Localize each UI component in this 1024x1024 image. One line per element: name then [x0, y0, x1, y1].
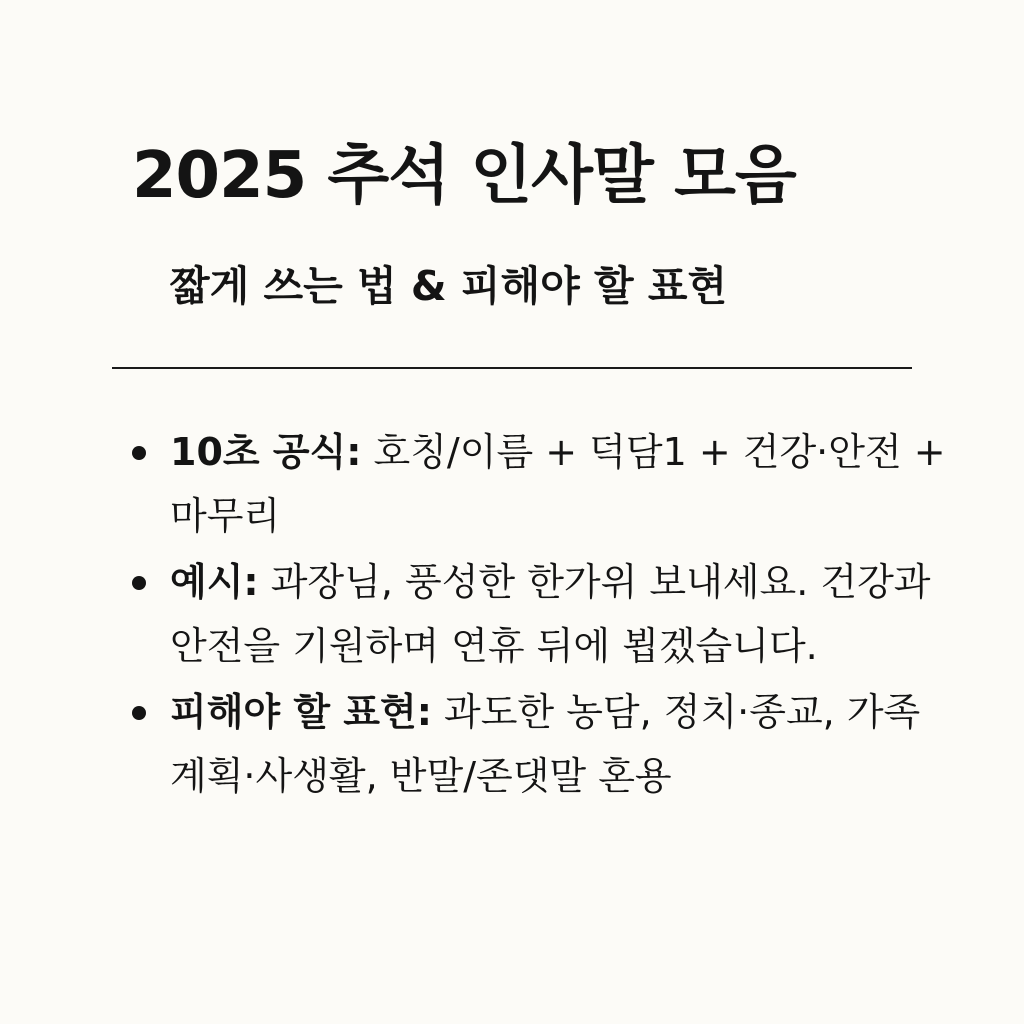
bullet-dot-icon	[132, 706, 146, 720]
bullet-list	[128, 420, 948, 810]
page-subtitle: 짧게 쓰는 법 & 피해야 할 표현	[170, 262, 728, 310]
bullet-text: 호칭/이름 + 덕담1 + 건강·안전 + 마무리	[170, 430, 946, 538]
bullet-dot-icon	[132, 446, 146, 460]
bullet-label: 10초 공식:	[170, 430, 362, 474]
page-title: 2025 추석 인사말 모음	[132, 139, 796, 213]
bullet-text: 과도한 농담, 정치·종교, 가족계획·사생활, 반말/존댓말 혼용	[170, 690, 921, 798]
bullet-text: 과장님, 풍성한 한가위 보내세요. 건강과 안전을 기원하며 연휴 뒤에 뵙겠습니다.	[170, 560, 931, 668]
divider	[112, 367, 912, 369]
bullet-item-avoid	[128, 680, 948, 808]
bullet-label: 예시:	[170, 560, 259, 604]
bullet-item-formula	[128, 420, 948, 548]
bullet-label: 피해야 할 표현:	[170, 690, 432, 734]
bullet-dot-icon	[132, 576, 146, 590]
bullet-item-example	[128, 550, 948, 678]
